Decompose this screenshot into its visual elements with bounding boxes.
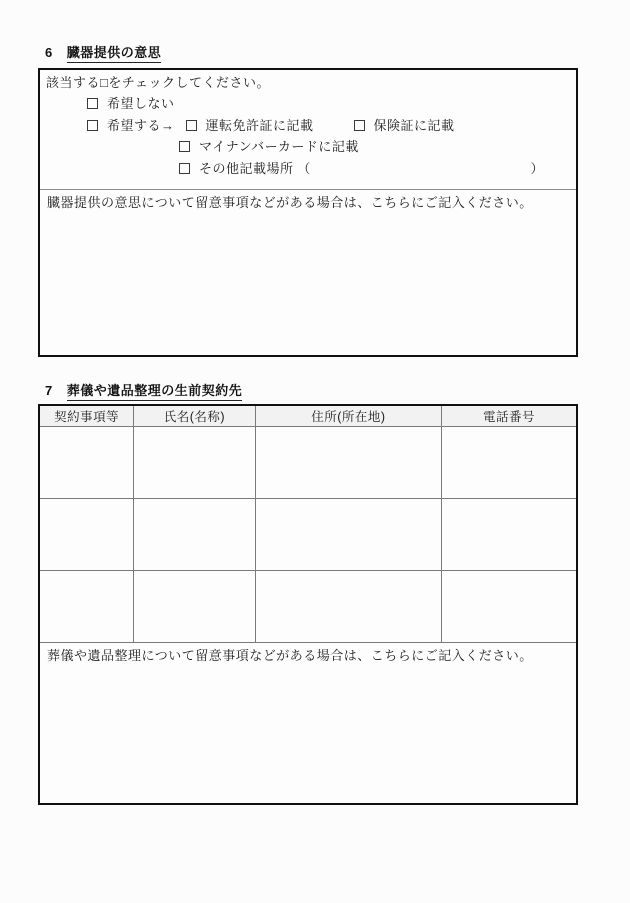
- table-cell[interactable]: [134, 426, 256, 498]
- table-cell[interactable]: [255, 498, 441, 570]
- table-cell[interactable]: [39, 426, 134, 498]
- header-phone: 電話番号: [442, 405, 578, 426]
- option-insurance-card-label: 保険証に記載: [373, 117, 455, 133]
- table-cell[interactable]: [255, 570, 441, 642]
- option-row-no-wish: [46, 93, 570, 115]
- option-other-location-label: その他記載場所 （: [199, 160, 311, 176]
- section6-title-text: 臓器提供の意思: [67, 45, 162, 63]
- table-cell[interactable]: [39, 570, 134, 642]
- header-address: 住所(所在地): [255, 405, 441, 426]
- table-header-row: [39, 405, 577, 426]
- option-row-wish: [46, 115, 570, 137]
- option-wish-label: 希望する→: [107, 117, 175, 133]
- table-cell[interactable]: [39, 498, 134, 570]
- table-cell[interactable]: [134, 498, 256, 570]
- checkbox-mynumber-card-icon[interactable]: [179, 141, 190, 152]
- table-row: [39, 498, 577, 570]
- organ-donation-checkbox-area: [40, 70, 576, 189]
- funeral-notes-label: 葬儀や遺品整理について留意事項などがある場合は、こちらにご記入ください。: [47, 647, 533, 663]
- table-cell[interactable]: [255, 426, 441, 498]
- checkbox-no-wish-icon[interactable]: [87, 98, 98, 109]
- header-name: 氏名(名称): [134, 405, 256, 426]
- funeral-notes-area[interactable]: [39, 642, 577, 804]
- checkbox-wish-icon[interactable]: [87, 120, 98, 131]
- organ-donation-notes-area[interactable]: [40, 189, 576, 355]
- table-cell[interactable]: [442, 426, 578, 498]
- option-drivers-license-label: 運転免許証に記載: [205, 117, 314, 133]
- section7-title-text: 葬儀や遺品整理の生前契約先: [67, 383, 243, 401]
- checkbox-other-location-icon[interactable]: [179, 163, 190, 174]
- checkbox-drivers-license-icon[interactable]: [186, 120, 197, 131]
- section6-title: [45, 42, 161, 61]
- option-row-mynumber: [46, 136, 570, 158]
- option-no-wish-label: 希望しない: [107, 96, 175, 111]
- funeral-contract-table: [38, 404, 578, 805]
- table-notes-row: [39, 642, 577, 804]
- table-cell[interactable]: [442, 570, 578, 642]
- table-row: [39, 426, 577, 498]
- section7-number: 7: [45, 383, 53, 398]
- section6-number: 6: [45, 45, 53, 60]
- organ-donation-notes-label: 臓器提供の意思について留意事項などがある場合は、こちらにご記入ください。: [47, 195, 533, 210]
- header-contract-items: 契約事項等: [39, 405, 134, 426]
- organ-donation-box: [38, 68, 578, 357]
- option-mynumber-card-label: マイナンバーカードに記載: [199, 139, 359, 154]
- option-row-other: [46, 158, 570, 180]
- section7-title: [45, 380, 242, 399]
- table-row: [39, 570, 577, 642]
- other-location-close-paren: ）: [530, 160, 544, 176]
- table-cell[interactable]: [442, 498, 578, 570]
- checkbox-instruction: 該当する□をチェックしてください。: [46, 75, 270, 90]
- table-cell[interactable]: [134, 570, 256, 642]
- checkbox-insurance-card-icon[interactable]: [354, 120, 365, 131]
